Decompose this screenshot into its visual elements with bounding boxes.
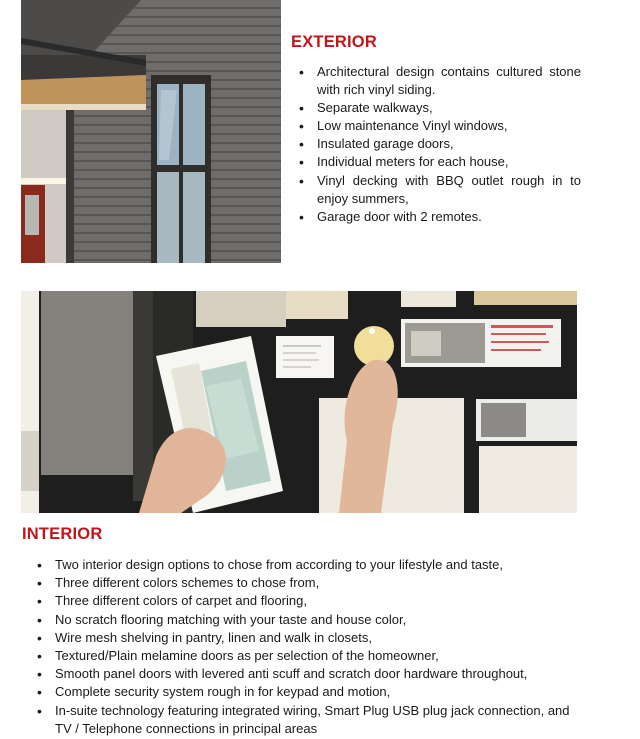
list-item: • No scratch flooring matching with your taste and house color, (37, 611, 582, 629)
list-item: • Garage door with 2 remotes. (299, 208, 581, 226)
list-item: • Architectural design contains cultured stone with rich vinyl siding. (299, 63, 581, 99)
interior-design-board-photo (21, 291, 577, 513)
list-item: • Vinyl decking with BBQ outlet rough in to enjoy summers, (299, 172, 581, 208)
list-item: • Complete security system rough in for keypad and motion, (37, 683, 582, 701)
list-item: • Smooth panel doors with levered anti scuff and scratch door hardware throughout, (37, 665, 582, 683)
interior-heading: INTERIOR (22, 525, 103, 543)
exterior-heading: EXTERIOR (291, 33, 377, 51)
list-item: • Textured/Plain melamine doors as per selection of the homeowner, (37, 647, 582, 665)
list-item: • Separate walkways, (299, 99, 581, 117)
list-item: • In-suite technology featuring integrated wiring, Smart Plug USB plug jack connection, and TV / Telephone connections in principal areas (37, 702, 582, 738)
list-item: • Individual meters for each house, (299, 153, 581, 171)
exterior-photo (21, 0, 281, 263)
list-item: • Two interior design options to chose from according to your lifestyle and taste, (37, 556, 582, 574)
list-item: • Low maintenance Vinyl windows, (299, 117, 581, 135)
list-item: • Three different colors of carpet and flooring, (37, 592, 582, 610)
exterior-features-list (299, 63, 581, 226)
list-item: • Three different colors schemes to chose from, (37, 574, 582, 592)
list-item: • Insulated garage doors, (299, 135, 581, 153)
list-item: • Wire mesh shelving in pantry, linen and walk in closets, (37, 629, 582, 647)
interior-features-list (37, 556, 582, 738)
